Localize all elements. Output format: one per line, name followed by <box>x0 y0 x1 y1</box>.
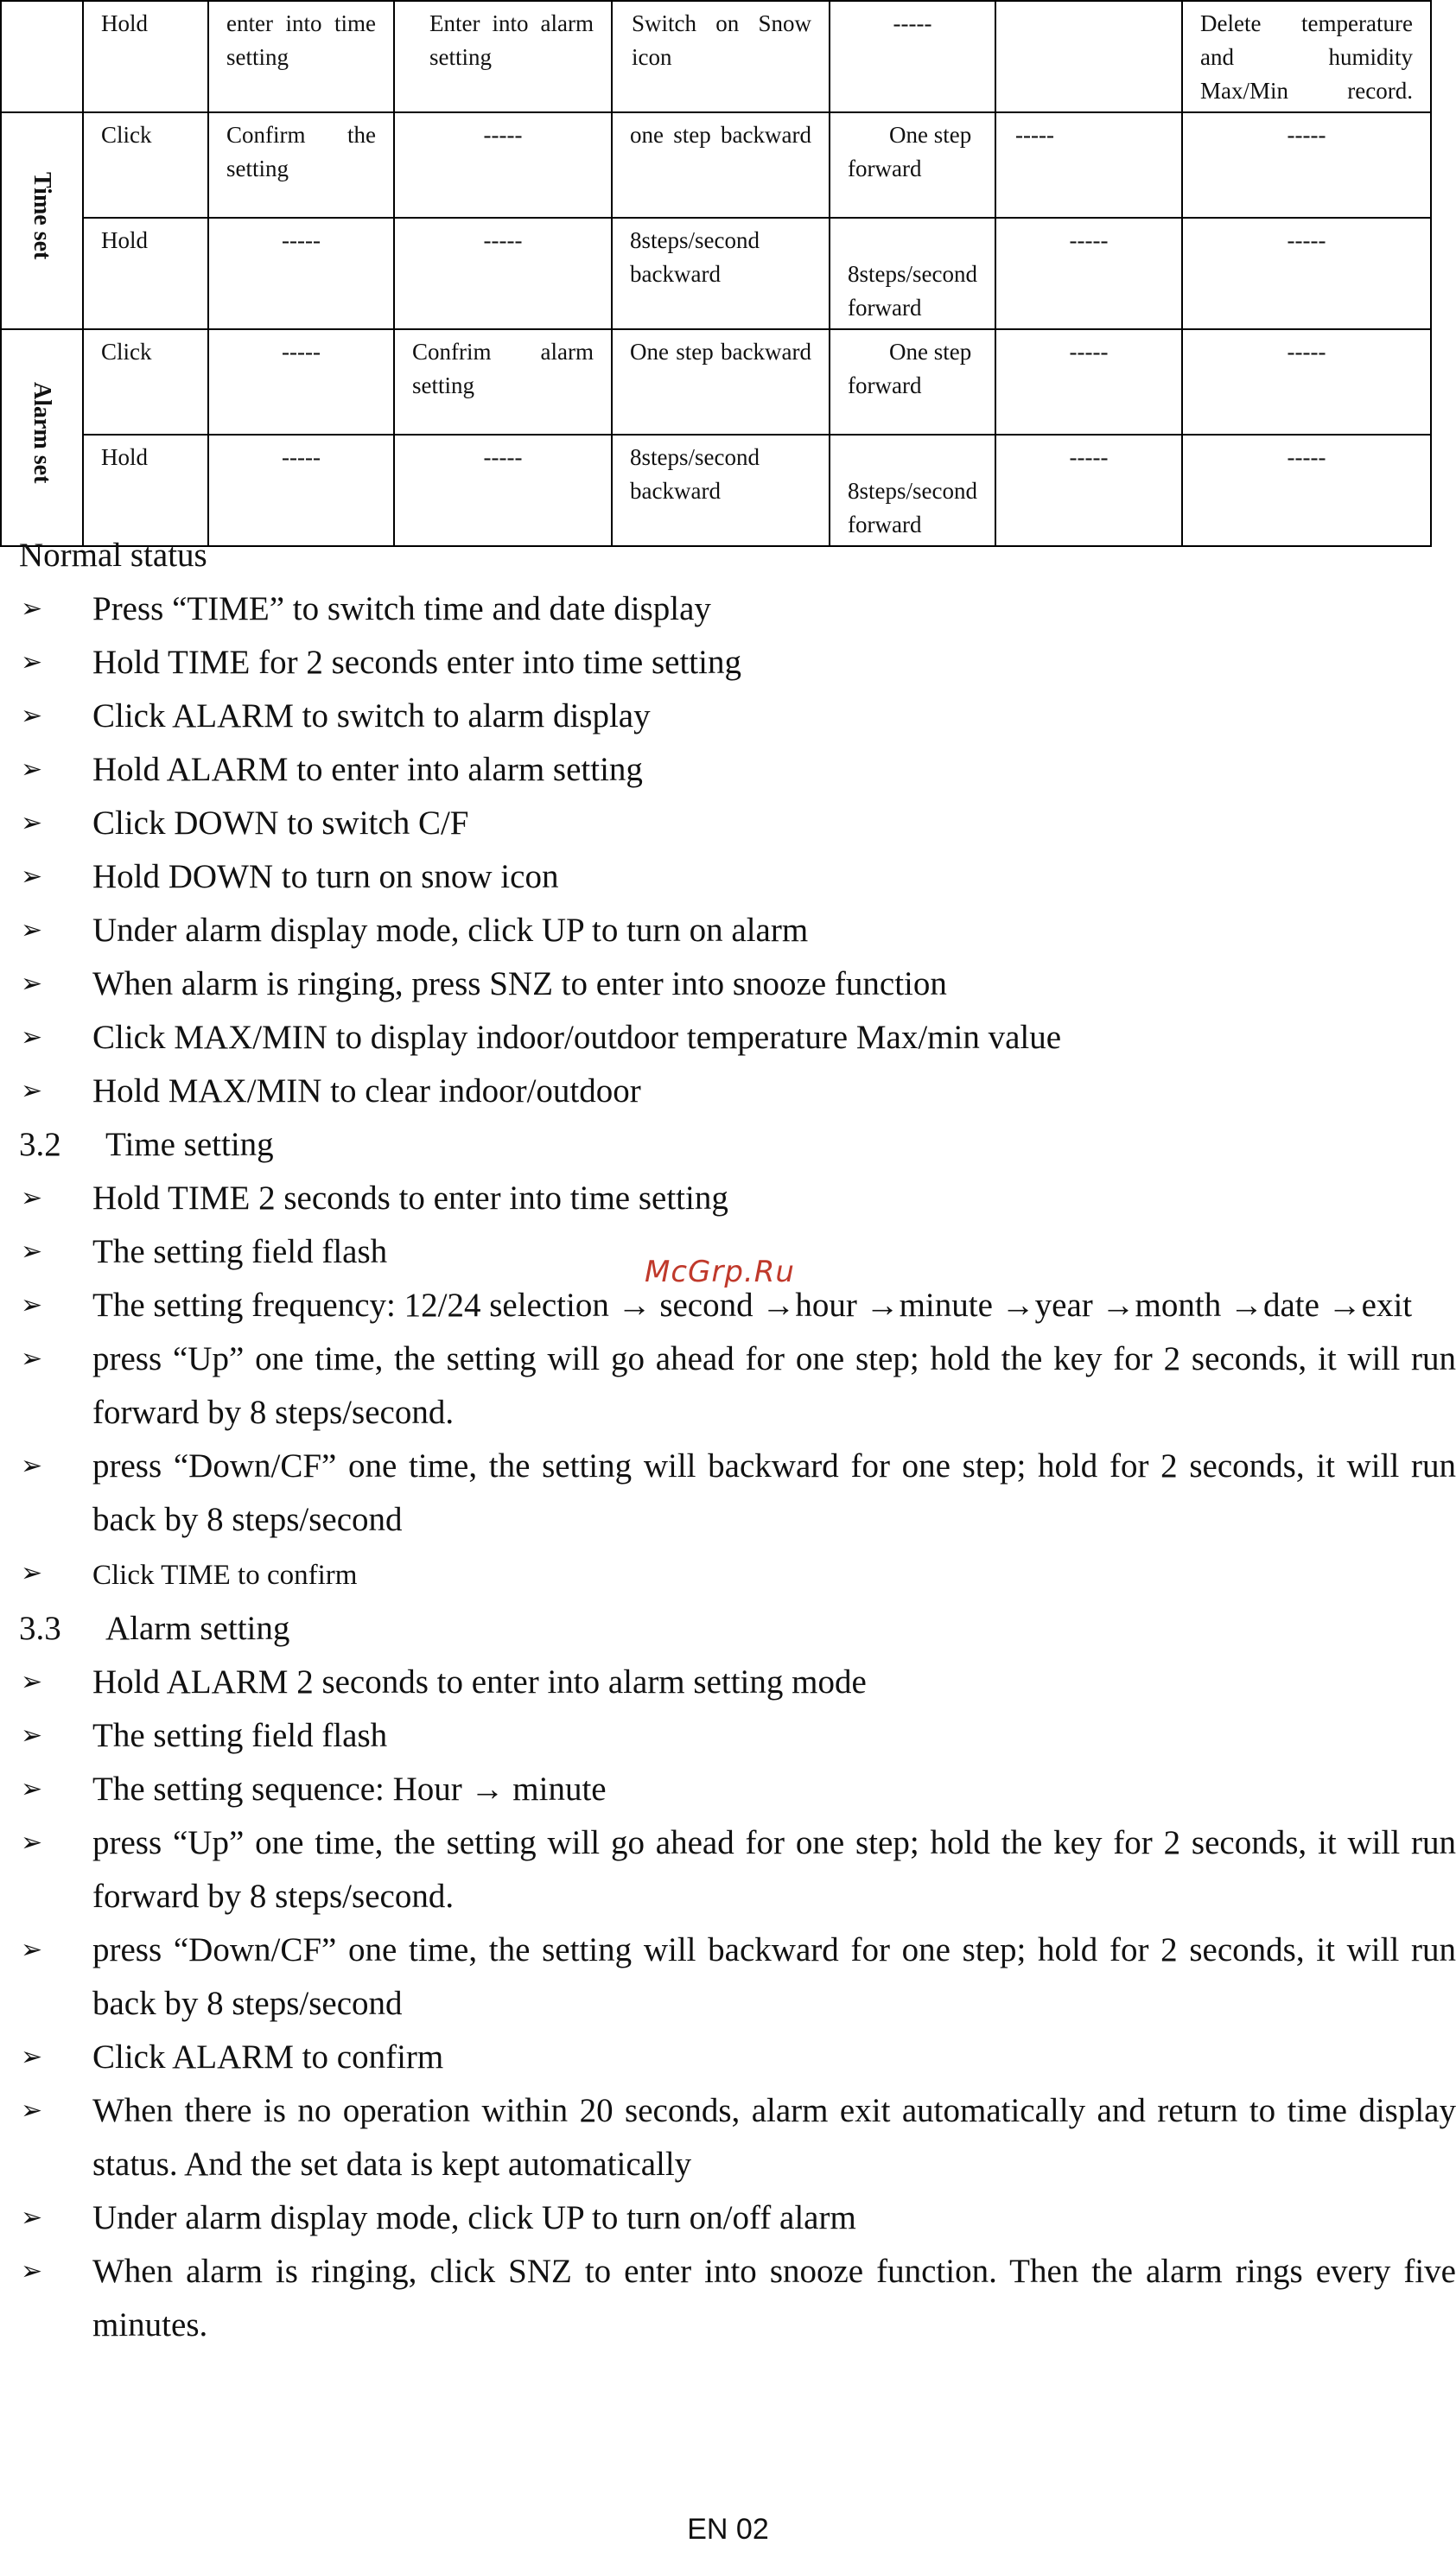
table-cell: Delete temperature and humidity Max/Min record. <box>1182 1 1431 112</box>
time-setting-list <box>0 1172 1456 1602</box>
list-item-text: Under alarm display mode, click UP to turn on alarm <box>92 912 809 949</box>
arrow-bullet-icon: ➢ <box>21 2042 43 2072</box>
list-item-text: Click TIME to confirm <box>92 1560 358 1591</box>
alarm-setting-heading <box>0 1602 1456 1656</box>
list-item-text: Press “TIME” to switch time and date display <box>92 590 711 627</box>
list-item <box>0 957 1456 1011</box>
arrow-bullet-icon: ➢ <box>21 1667 43 1697</box>
table-cell: Switch on Snow icon <box>612 1 830 112</box>
table-cell: ----- <box>830 1 995 112</box>
list-item <box>0 904 1456 957</box>
list-item-text: Click ALARM to confirm <box>92 2038 444 2076</box>
list-item <box>0 1440 1456 1547</box>
arrow-bullet-icon: ➢ <box>21 808 43 838</box>
table-cell: ----- <box>1182 435 1431 546</box>
section-number: 3.2 <box>19 1126 61 1163</box>
alarm-setting-list <box>0 1656 1456 2352</box>
table-cell: ----- <box>995 218 1182 329</box>
action-cell: Hold <box>83 218 208 329</box>
list-item-text: Hold MAX/MIN to clear indoor/outdoor <box>92 1072 641 1110</box>
page-footer: EN 02 <box>687 2513 769 2546</box>
table-cell: ----- <box>1182 329 1431 435</box>
table-cell: ----- <box>995 329 1182 435</box>
list-item-text: When alarm is ringing, click SNZ to enter into snooze function. Then the alarm rings every five minutes. <box>92 2253 1456 2343</box>
table-cell: ----- <box>995 112 1182 218</box>
list-item-text: Hold DOWN to turn on snow icon <box>92 858 559 895</box>
action-cell: Click <box>83 329 208 435</box>
table-cell: 8steps/second forward <box>830 435 995 546</box>
list-item <box>0 743 1456 797</box>
arrow-bullet-icon: ➢ <box>21 1935 43 1965</box>
list-item <box>0 636 1456 690</box>
list-item-text: The setting field flash <box>92 1233 388 1270</box>
list-item <box>0 2191 1456 2245</box>
section-title: Time setting <box>105 1126 274 1163</box>
list-item-text: press “Down/CF” one time, the setting will backward for one step; hold for 2 seconds, it will run back by 8 steps/second <box>92 1447 1456 1538</box>
list-item-text: Under alarm display mode, click UP to turn on/off alarm <box>92 2199 856 2236</box>
arrow-bullet-icon: ➢ <box>21 647 43 677</box>
list-item-text: press “Down/CF” one time, the setting will backward for one step; hold for 2 seconds, it will run back by 8 steps/second <box>92 1931 1456 2022</box>
list-item-text: Hold ALARM to enter into alarm setting <box>92 751 643 788</box>
list-item <box>0 1709 1456 1763</box>
list-item-text: press “Up” one time, the setting will go ahead for one step; hold the key for 2 seconds, it will run forward by 8 steps/second. <box>92 1824 1456 1915</box>
table-cell: One step forward <box>830 112 995 218</box>
normal-status-heading: Normal status <box>19 537 207 574</box>
list-item <box>0 797 1456 850</box>
list-item-text: press “Up” one time, the setting will go ahead for one step; hold the key for 2 seconds, it will run forward by 8 steps/second. <box>92 1340 1456 1431</box>
watermark: McGrp.Ru <box>645 1255 795 1289</box>
table-cell: one step backward <box>612 112 830 218</box>
list-item-text: Hold TIME for 2 seconds enter into time setting <box>92 644 741 681</box>
arrow-bullet-icon: ➢ <box>21 1720 43 1751</box>
list-item <box>0 2084 1456 2191</box>
list-item <box>0 1924 1456 2031</box>
section-number: 3.3 <box>19 1610 61 1647</box>
table-cell: ----- <box>208 435 394 546</box>
list-item <box>0 690 1456 743</box>
arrow-bullet-icon: ➢ <box>21 969 43 999</box>
arrow-bullet-icon: ➢ <box>21 862 43 892</box>
table-cell: 8steps/second backward <box>612 218 830 329</box>
table-cell: enter into time setting <box>208 1 394 112</box>
arrow-bullet-icon: ➢ <box>21 1451 43 1481</box>
table-row <box>1 112 1431 218</box>
list-item <box>0 1332 1456 1440</box>
list-item-text: Click DOWN to switch C/F <box>92 804 469 842</box>
list-item-text: Click MAX/MIN to display indoor/outdoor temperature Max/min value <box>92 1019 1062 1056</box>
list-item <box>0 1656 1456 1709</box>
table-cell: ----- <box>208 218 394 329</box>
list-item-text: The setting field flash <box>92 1717 388 1754</box>
instructions <box>0 529 1456 2352</box>
arrow-bullet-icon: ➢ <box>21 701 43 731</box>
arrow-bullet-icon: ➢ <box>21 2256 43 2286</box>
group-label-alarm-set <box>1 329 83 546</box>
arrow-bullet-icon: ➢ <box>21 1183 43 1213</box>
arrow-bullet-icon: ➢ <box>21 1290 43 1320</box>
table-cell: ----- <box>995 435 1182 546</box>
section-title: Alarm setting <box>105 1610 290 1647</box>
table-cell: 8steps/second backward <box>612 435 830 546</box>
table-cell: ----- <box>394 218 612 329</box>
table-cell: One step backward <box>612 329 830 435</box>
arrow-bullet-icon: ➢ <box>21 1558 43 1588</box>
list-item <box>0 1011 1456 1065</box>
list-item-text: The setting frequency: 12/24 selection → second →hour →minute →year →month →date →exit <box>92 1287 1413 1324</box>
list-item-text: Hold TIME 2 seconds to enter into time setting <box>92 1180 728 1217</box>
arrow-bullet-icon: ➢ <box>21 1344 43 1374</box>
list-item-text: Hold ALARM 2 seconds to enter into alarm setting mode <box>92 1663 867 1701</box>
group-label-time-set <box>1 112 83 329</box>
table-cell: Enter into alarm setting <box>394 1 612 112</box>
table-cell: ----- <box>1182 218 1431 329</box>
list-item-text: When alarm is ringing, press SNZ to enter into snooze function <box>92 965 947 1002</box>
list-item <box>0 1763 1456 1816</box>
list-item <box>0 1547 1456 1602</box>
arrow-bullet-icon: ➢ <box>21 915 43 945</box>
list-item-text: Click ALARM to switch to alarm display <box>92 697 651 734</box>
operation-table <box>0 0 1432 547</box>
arrow-bullet-icon: ➢ <box>21 1076 43 1106</box>
table-cell: ----- <box>394 112 612 218</box>
list-item <box>0 2031 1456 2084</box>
arrow-bullet-icon: ➢ <box>21 754 43 785</box>
list-item <box>0 850 1456 904</box>
table-row <box>1 218 1431 329</box>
group-label-cell <box>1 1 83 112</box>
list-item <box>0 1816 1456 1924</box>
table-cell: ----- <box>208 329 394 435</box>
table-cell: One step forward <box>830 329 995 435</box>
list-item <box>0 2245 1456 2352</box>
action-cell: Click <box>83 112 208 218</box>
action-cell: Hold <box>83 435 208 546</box>
table-cell: ----- <box>394 435 612 546</box>
table-cell: 8steps/second forward <box>830 218 995 329</box>
table-row <box>1 329 1431 435</box>
arrow-bullet-icon: ➢ <box>21 1237 43 1267</box>
list-item-text: The setting sequence: Hour → minute <box>92 1771 607 1808</box>
table-cell: Confirm the setting <box>208 112 394 218</box>
normal-status-list <box>0 582 1456 1118</box>
arrow-bullet-icon: ➢ <box>21 2203 43 2233</box>
arrow-bullet-icon: ➢ <box>21 1828 43 1858</box>
table-cell: Confrim alarm setting <box>394 329 612 435</box>
alarm-set-label: Alarm set <box>29 382 55 484</box>
arrow-bullet-icon: ➢ <box>21 1022 43 1052</box>
action-cell: Hold <box>83 1 208 112</box>
arrow-bullet-icon: ➢ <box>21 594 43 624</box>
list-item-text: When there is no operation within 20 seconds, alarm exit automatically and return to time display status. And the set data is kept automatically <box>92 2092 1456 2183</box>
list-item <box>0 1172 1456 1225</box>
list-item <box>0 582 1456 636</box>
time-setting-heading <box>0 1118 1456 1172</box>
table-cell: ----- <box>1182 112 1431 218</box>
table-cell <box>995 1 1182 112</box>
table-row <box>1 1 1431 112</box>
arrow-bullet-icon: ➢ <box>21 1774 43 1804</box>
time-set-label: Time set <box>29 172 55 260</box>
list-item <box>0 1065 1456 1118</box>
arrow-bullet-icon: ➢ <box>21 2095 43 2126</box>
